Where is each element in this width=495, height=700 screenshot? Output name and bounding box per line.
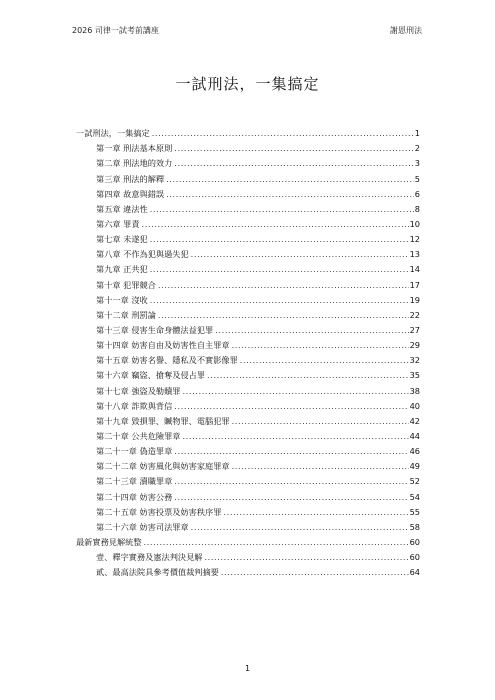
toc-dot-leader [174, 492, 408, 503]
toc-dot-leader [150, 234, 409, 245]
toc-entry-page: 17 [409, 279, 420, 290]
toc-entry[interactable] [76, 275, 420, 290]
toc-entry[interactable] [76, 472, 420, 487]
toc-entry-label: 第二十六章 妨害司法罪章 [96, 521, 189, 532]
toc-entry-label: 第十九章 毀損罪、贓物罪、電腦犯罪 [96, 415, 230, 426]
toc-dot-leader [150, 264, 409, 275]
toc-entry-label: 第二章 刑法地的效力 [96, 158, 173, 169]
toc-entry[interactable] [76, 260, 420, 275]
toc-entry-label: 第四章 故意與錯誤 [96, 188, 165, 199]
toc-entry-label: 第一章 刑法基本原則 [96, 143, 173, 154]
toc-dot-leader [221, 567, 409, 578]
toc-entry-page: 38 [409, 385, 420, 396]
toc-entry[interactable] [76, 533, 420, 548]
toc-dot-leader [142, 219, 409, 230]
toc-entry-label: 第七章 未遂犯 [96, 234, 148, 245]
toc-entry-page: 8 [414, 203, 420, 214]
toc-entry[interactable] [76, 427, 420, 442]
toc-entry-page: 54 [409, 491, 420, 502]
toc-entry-label: 第十八章 詐欺與背信 [96, 400, 173, 411]
toc-entry-label: 第二十三章 瀆職罪章 [96, 476, 173, 487]
toc-entry-page: 2 [414, 143, 420, 154]
toc-entry-label: 壹、釋字實務及憲法判決見解 [96, 552, 203, 563]
toc-entry-page: 64 [409, 567, 420, 578]
toc-dot-leader [174, 143, 413, 154]
toc-entry[interactable] [76, 563, 420, 578]
toc-dot-leader [174, 158, 413, 169]
toc-dot-leader [191, 249, 409, 260]
toc-entry[interactable] [76, 169, 420, 184]
toc-entry-label: 第十五章 妨害名譽、隱私及不實影像罪 [96, 355, 238, 366]
toc-entry-label: 第十七章 強盜及勒贖罪 [96, 385, 181, 396]
toc-dot-leader [158, 310, 409, 321]
toc-dot-leader [174, 446, 408, 457]
toc-entry-page: 42 [409, 415, 420, 426]
toc-entry-label: 第八章 不作為犯與過失犯 [96, 249, 189, 260]
toc-dot-leader [191, 522, 409, 533]
toc-entry-page: 27 [409, 324, 420, 335]
toc-dot-leader [150, 204, 414, 215]
toc-dot-leader [174, 401, 408, 412]
toc-dot-leader [232, 461, 409, 472]
toc-entry-page: 6 [414, 188, 420, 199]
toc-dot-leader [232, 416, 409, 427]
toc-entry-label: 第九章 正共犯 [96, 264, 148, 275]
toc-dot-leader [204, 552, 408, 563]
toc-entry-label: 第十六章 竊盜、搶奪及侵占罪 [96, 370, 206, 381]
toc-dot-leader [152, 128, 414, 139]
toc-entry[interactable] [76, 442, 420, 457]
toc-entry[interactable] [76, 351, 420, 366]
toc-entry[interactable] [76, 503, 420, 518]
toc-entry[interactable] [76, 548, 420, 563]
toc-entry[interactable] [76, 185, 420, 200]
toc-entry-page: 32 [409, 355, 420, 366]
toc-dot-leader [166, 174, 414, 185]
toc-entry-page: 60 [409, 536, 420, 547]
toc-entry-page: 46 [409, 446, 420, 457]
table-of-contents [76, 124, 420, 578]
toc-entry-label: 第二十四章 妨害公務 [96, 491, 173, 502]
toc-entry-page: 35 [409, 370, 420, 381]
page-header [72, 25, 422, 36]
toc-entry-label: 第二十一章 偽造罪章 [96, 446, 173, 457]
toc-dot-leader [150, 295, 409, 306]
toc-entry-page: 60 [409, 552, 420, 563]
toc-entry-page: 22 [409, 309, 420, 320]
toc-entry[interactable] [76, 154, 420, 169]
page-number: 1 [244, 664, 251, 673]
toc-entry-page: 10 [409, 218, 420, 229]
toc-entry-label: 第十四章 妨害自由及妨害性自主罪章 [96, 340, 230, 351]
toc-entry-page: 49 [409, 461, 420, 472]
toc-entry[interactable] [76, 321, 420, 336]
toc-dot-leader [174, 476, 408, 487]
toc-dot-leader [207, 370, 409, 381]
toc-dot-leader [215, 325, 408, 336]
toc-entry[interactable] [76, 336, 420, 351]
toc-entry-page: 5 [414, 173, 420, 184]
toc-dot-leader [166, 189, 414, 200]
toc-entry-page: 40 [409, 400, 420, 411]
toc-entry[interactable] [76, 412, 420, 427]
page-footer [0, 664, 495, 673]
toc-entry[interactable] [76, 457, 420, 472]
toc-entry-label: 最新實務見解統整 [76, 536, 142, 547]
toc-entry-label: 第三章 刑法的解釋 [96, 173, 165, 184]
document-title: 一試刑法，一集搞定 [175, 75, 320, 93]
toc-entry-page: 19 [409, 294, 420, 305]
toc-entry[interactable] [76, 200, 420, 215]
toc-dot-leader [182, 431, 408, 442]
toc-entry-label: 第十三章 侵害生命身體法益犯罪 [96, 324, 214, 335]
toc-entry[interactable] [76, 366, 420, 381]
header-subject: 謝恩刑法 [390, 26, 422, 35]
toc-entry[interactable] [76, 124, 420, 139]
toc-entry-label: 第十一章 沒收 [96, 294, 148, 305]
toc-dot-leader [232, 340, 409, 351]
toc-entry[interactable] [76, 397, 420, 412]
toc-entry-label: 第十章 犯罪競合 [96, 279, 156, 290]
toc-entry-page: 14 [409, 264, 420, 275]
toc-entry-label: 第二十章 公共危險罪章 [96, 430, 181, 441]
toc-entry[interactable] [76, 518, 420, 533]
toc-entry-page: 52 [409, 476, 420, 487]
toc-entry-label: 第二十二章 妨害風化與妨害家庭罪章 [96, 461, 230, 472]
toc-entry-page: 3 [414, 158, 420, 169]
toc-entry-page: 1 [414, 128, 420, 139]
toc-dot-leader [182, 386, 408, 397]
toc-entry-label: 第二十五章 妨害投票及妨害秩序罪 [96, 506, 222, 517]
toc-entry[interactable] [76, 139, 420, 154]
toc-entry-label: 第五章 違法性 [96, 203, 148, 214]
toc-entry-label: 第六章 罪責 [96, 218, 140, 229]
toc-entry[interactable] [76, 306, 420, 321]
toc-entry-page: 12 [409, 234, 420, 245]
toc-entry-page: 58 [409, 521, 420, 532]
header-course-name: 2026 司律一試考前講座 [72, 26, 159, 35]
toc-entry-label: 第十二章 刑罰論 [96, 309, 156, 320]
toc-entry[interactable] [76, 230, 420, 245]
toc-entry[interactable] [76, 381, 420, 396]
toc-entry[interactable] [76, 245, 420, 260]
toc-entry[interactable] [76, 215, 420, 230]
toc-dot-leader [223, 507, 408, 518]
toc-dot-leader [158, 280, 409, 291]
toc-entry-label: 貳、最高法院具參考價值裁判摘要 [96, 567, 219, 578]
toc-entry[interactable] [76, 291, 420, 306]
toc-dot-leader [240, 355, 409, 366]
toc-entry-page: 44 [409, 430, 420, 441]
toc-entry-label: 一試刑法，一集搞定 [76, 128, 150, 139]
toc-dot-leader [144, 537, 409, 548]
toc-entry[interactable] [76, 487, 420, 502]
toc-entry-page: 13 [409, 249, 420, 260]
toc-entry-page: 29 [409, 340, 420, 351]
toc-entry-page: 55 [409, 506, 420, 517]
